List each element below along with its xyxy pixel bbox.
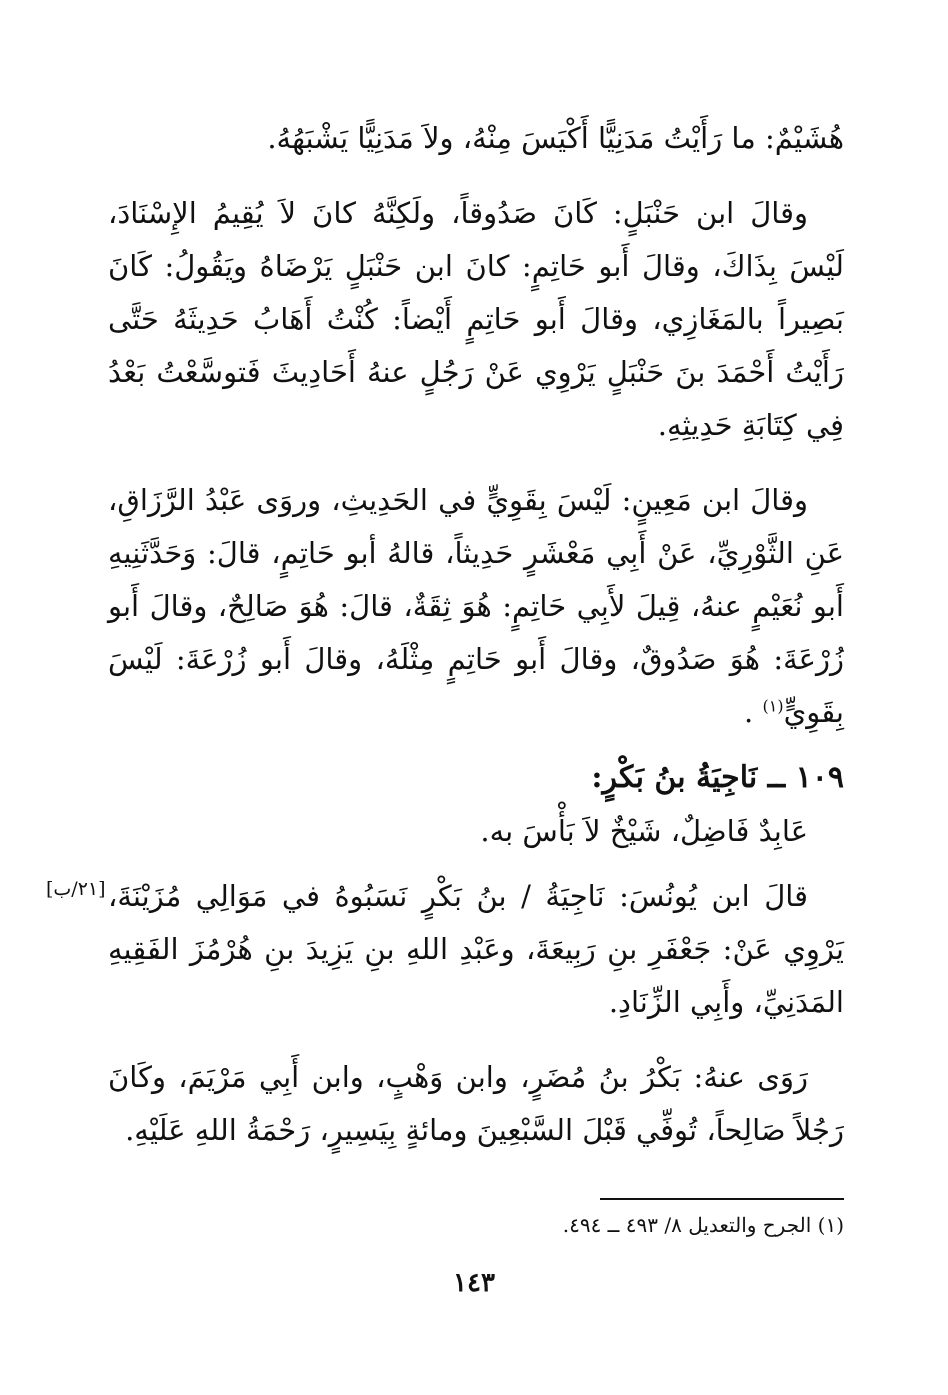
- paragraph-end-mark: .: [744, 695, 754, 729]
- manuscript-folio-note: [٢١/ب]: [46, 878, 106, 900]
- footnote: (١) الجرح والتعديل ٨/ ٤٩٣ ــ ٤٩٤.: [562, 1213, 844, 1237]
- page-number: ١٤٣: [453, 1268, 495, 1298]
- page-body: [46, 112, 844, 1157]
- paragraph-ibn-hanbal: وقالَ ابن حَنْبَلٍ: كَانَ صَدُوقاً، ولَكِنَّهُ كانَ لاَ يُقِيمُ الإِسْنَادَ، لَيْسَ بِذَاكَ، وقالَ أَبو حَاتِمٍ: كانَ ابن حَنْبَلٍ يَرْضَاهُ ويَقُولُ: كَانَ بَصِيراً بالمَغَازِي، وقالَ أَبو حَاتِمٍ أَيْضاً: كُنْتُ أَهَابُ حَدِيثَهُ حَتَّى رَأَيْتُ أَحْمَدَ بنَ حَنْبَلٍ يَرْوِي عَنْ رَجُلٍ عنهُ أَحَادِيثَ فَتوسَّعْتُ بَعْدُ فِي كِتَابَةِ حَدِيثِهِ.: [108, 196, 844, 442]
- paragraph-ibn-maeen-text: وقالَ ابن مَعِينٍ: لَيْسَ بِقَوِيٍّ في الحَدِيثِ، وروَى عَبْدُ الرَّزَاقِ، عَنِ الثَّوْرِيِّ، عَنْ أَبِي مَعْشَرٍ حَدِيثاً، قالهُ أبو حَاتِمٍ، قالَ: وَحَدَّثَنِيهِ أَبو نُعَيْمٍ عنهُ، قِيلَ لأَبِي حَاتِمٍ: هُوَ ثِقَةٌ، قالَ: هُوَ صَالِحٌ، وقالَ أَبو زُرْعَةَ: هُوَ صَدُوقٌ، وقالَ أَبو حَاتِمٍ مِثْلَهُ، وقالَ أَبو زُرْعَةَ: لَيْسَ بِقَوِيٍّ: [108, 483, 844, 729]
- paragraph-hushaym: هُشَيْمٌ: ما رَأَيْتُ مَدَنِيًّا أَكْيَسَ مِنْهُ، ولاَ مَدَنِيًّا يَشْبَهُهُ.: [267, 121, 844, 155]
- paragraph-ibn-yunus: قالَ ابن يُونُسَ: نَاجِيَةُ / بنُ بَكْرٍ نَسَبُوهُ في مَوَالِي مُزَيْنَةَ، يَرْوِي عَنْ: جَعْفَرِ بنِ رَبِيعَةَ، وعَبْدِ اللهِ بنِ يَزِيدَ بنِ هُرْمُزَ الفَقِيهِ المَدَنِيِّ، وأَبِي الزِّنَادِ.: [108, 879, 844, 1019]
- entry-summary: عَابِدٌ فَاضِلٌ، شَيْخٌ لاَ بَأْسَ به.: [480, 814, 808, 848]
- yunus-block: [46, 870, 844, 1029]
- footnote-divider: [600, 1198, 844, 1200]
- paragraph-ibn-maeen: [108, 474, 844, 739]
- footnote-reference: (١): [762, 696, 784, 716]
- entry-heading: ١٠٩ ــ نَاجِيَةُ بنُ بَكْرٍ:: [591, 760, 844, 795]
- paragraph-narrators: رَوَى عنهُ: بَكْرُ بنُ مُضَرٍ، وابن وَهْبٍ، وابن أَبِي مَرْيَمَ، وكَانَ رَجُلاً صَالِحاً، تُوفِّي قَبْلَ السَّبْعِينَ ومائةٍ بِيَسِيرٍ، رَحْمَةُ اللهِ عَلَيْهِ.: [108, 1060, 844, 1147]
